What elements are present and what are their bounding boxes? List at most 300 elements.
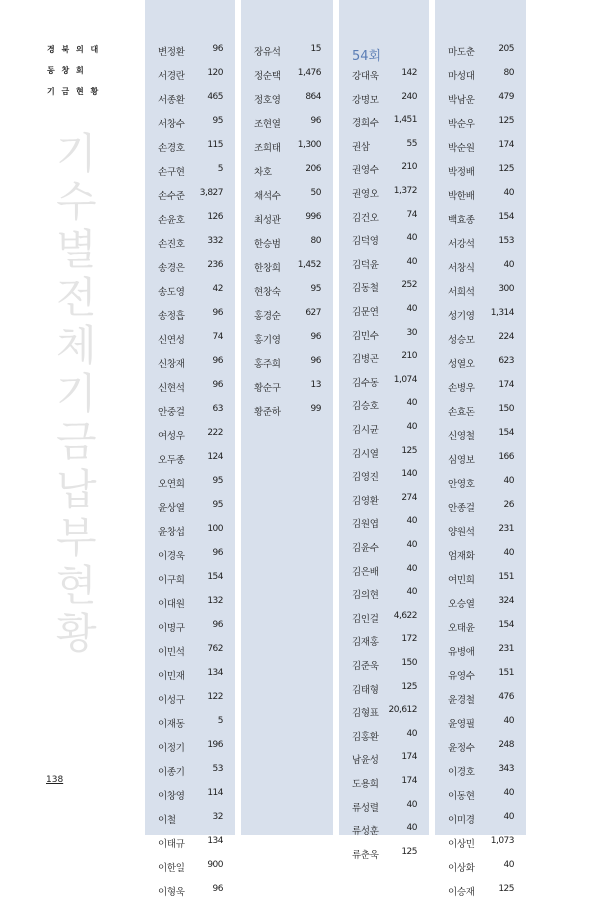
donor-name: 이정기 xyxy=(158,743,185,754)
donor-row xyxy=(145,572,235,596)
donor-row xyxy=(145,428,235,452)
donor-row xyxy=(339,186,429,210)
donor-amount: 40 xyxy=(503,548,514,558)
donor-column-3 xyxy=(339,0,429,861)
donor-row xyxy=(145,716,235,740)
donor-amount: 40 xyxy=(406,422,417,432)
donor-name: 이구희 xyxy=(158,575,185,586)
donor-row xyxy=(435,788,526,812)
donor-name: 이동현 xyxy=(448,791,475,802)
donor-name: 이민재 xyxy=(158,671,185,682)
donor-name: 신영철 xyxy=(448,431,475,442)
donor-amount: 40 xyxy=(406,799,417,810)
donor-row xyxy=(435,116,526,140)
donor-name: 최성관 xyxy=(254,215,281,226)
donor-row xyxy=(339,800,429,824)
donor-name: 오태윤 xyxy=(448,623,475,634)
donor-amount: 142 xyxy=(401,68,417,78)
donor-name: 윤창섭 xyxy=(158,527,185,538)
donor-amount: 153 xyxy=(498,236,514,246)
donor-amount: 4,622 xyxy=(393,610,417,621)
donor-name: 조현열 xyxy=(254,119,281,130)
donor-name: 김윤수 xyxy=(352,543,379,554)
donor-amount: 40 xyxy=(406,233,417,244)
donor-amount: 55 xyxy=(406,138,417,149)
donor-name: 안중걸 xyxy=(158,407,185,418)
donor-amount: 74 xyxy=(212,332,223,342)
donor-name: 이승재 xyxy=(448,887,475,898)
donor-name: 이상화 xyxy=(448,863,475,874)
side-title-line-3: 기 금 현 황 xyxy=(47,87,101,96)
vertical-char: 전 xyxy=(56,273,97,322)
donor-name: 강대욱 xyxy=(352,71,379,82)
donor-row xyxy=(435,812,526,836)
donor-name: 이태규 xyxy=(158,839,185,850)
donor-name: 경희수 xyxy=(352,118,379,130)
donor-name: 김재홍 xyxy=(352,637,379,649)
donor-row xyxy=(435,236,526,260)
donor-name: 김민수 xyxy=(352,330,379,342)
donor-row xyxy=(339,564,429,588)
donor-name: 김원엽 xyxy=(352,519,379,531)
donor-amount: 151 xyxy=(498,572,514,582)
donor-name: 박남운 xyxy=(448,95,475,106)
donor-amount: 274 xyxy=(401,492,417,503)
donor-name: 유영수 xyxy=(448,671,475,682)
donor-name: 정호영 xyxy=(254,95,281,106)
donor-amount: 74 xyxy=(406,209,417,220)
donor-row xyxy=(435,92,526,116)
donor-row xyxy=(145,284,235,308)
donor-amount: 465 xyxy=(207,92,223,102)
donor-row xyxy=(339,587,429,611)
donor-name: 서창수 xyxy=(158,119,185,130)
donor-name: 이경호 xyxy=(448,767,475,778)
donor-amount: 53 xyxy=(212,764,223,774)
donor-row xyxy=(435,644,526,668)
donor-amount: 240 xyxy=(401,91,417,102)
donor-name: 마도춘 xyxy=(448,47,475,58)
donor-row xyxy=(145,476,235,500)
donor-row xyxy=(339,705,429,729)
donor-amount: 96 xyxy=(212,380,223,390)
vertical-char: 체 xyxy=(56,321,97,370)
donor-amount: 80 xyxy=(503,68,514,78)
donor-name: 김홍환 xyxy=(352,731,379,743)
donor-name: 한승범 xyxy=(254,239,281,250)
donor-name: 홍기영 xyxy=(254,335,281,346)
donor-row xyxy=(339,280,429,304)
donor-amount: 154 xyxy=(498,620,514,630)
donor-row xyxy=(241,332,333,356)
donor-row xyxy=(339,516,429,540)
donor-row xyxy=(435,740,526,764)
donor-row xyxy=(339,540,429,564)
donor-name: 백효종 xyxy=(448,215,475,226)
donor-row xyxy=(339,729,429,753)
vertical-char: 부 xyxy=(56,513,97,562)
class-heading: 54회 xyxy=(352,49,382,64)
donor-amount: 900 xyxy=(207,860,223,870)
donor-row xyxy=(435,524,526,548)
donor-name: 서강석 xyxy=(448,239,475,250)
donor-name: 마성대 xyxy=(448,71,475,82)
donor-row xyxy=(241,116,333,140)
donor-name: 조희태 xyxy=(254,143,281,154)
donor-row xyxy=(145,788,235,812)
donor-amount: 1,476 xyxy=(297,68,321,78)
donor-name: 강명모 xyxy=(352,94,379,106)
donor-name: 김태형 xyxy=(352,684,379,696)
donor-amount: 125 xyxy=(401,445,417,456)
vertical-char: 금 xyxy=(56,417,97,466)
donor-row xyxy=(241,212,333,236)
vertical-char: 현 xyxy=(56,561,97,610)
donor-name: 이한일 xyxy=(158,863,185,874)
donor-amount: 236 xyxy=(207,260,223,270)
donor-row xyxy=(145,212,235,236)
donor-amount: 20,612 xyxy=(388,705,417,716)
donor-name: 김병곤 xyxy=(352,354,379,366)
donor-name: 김승호 xyxy=(352,401,379,413)
donor-amount: 125 xyxy=(401,681,417,692)
donor-row xyxy=(241,44,333,68)
donor-name: 류성렬 xyxy=(352,802,379,814)
vertical-char: 별 xyxy=(56,225,97,274)
page-number: 138 xyxy=(46,775,64,785)
donor-name: 류성훈 xyxy=(352,826,379,838)
donor-amount: 1,452 xyxy=(297,260,321,270)
donor-row xyxy=(145,644,235,668)
donor-amount: 248 xyxy=(498,740,514,750)
donor-name: 한창희 xyxy=(254,263,281,274)
donor-row xyxy=(435,884,526,908)
donor-name: 권영오 xyxy=(352,189,379,200)
donor-name: 변정환 xyxy=(158,47,185,58)
donor-amount: 166 xyxy=(498,452,514,462)
donor-amount: 96 xyxy=(212,308,223,318)
donor-row xyxy=(435,356,526,380)
donor-name: 김동철 xyxy=(352,283,379,295)
donor-amount: 762 xyxy=(207,644,223,654)
donor-amount: 80 xyxy=(310,236,321,246)
donor-name: 현창숙 xyxy=(254,287,281,298)
donor-row xyxy=(241,188,333,212)
donor-name: 김형표 xyxy=(352,708,379,720)
donor-name: 심영보 xyxy=(448,455,475,466)
donor-amount: 300 xyxy=(498,284,514,294)
donor-amount: 99 xyxy=(310,404,321,414)
donor-row xyxy=(241,92,333,116)
donor-row xyxy=(145,92,235,116)
donor-amount: 63 xyxy=(212,404,223,414)
donor-row xyxy=(435,188,526,212)
donor-name: 이상민 xyxy=(448,839,475,850)
donor-row xyxy=(145,692,235,716)
side-title-line-1: 경 북 의 대 xyxy=(47,45,101,54)
donor-row xyxy=(145,500,235,524)
donor-row xyxy=(339,446,429,470)
donor-row xyxy=(435,428,526,452)
donor-amount: 196 xyxy=(207,740,223,750)
donor-name: 김준욱 xyxy=(352,661,379,672)
donor-amount: 95 xyxy=(310,284,321,294)
donor-name: 손구현 xyxy=(158,167,185,178)
donor-row xyxy=(339,398,429,422)
donor-row xyxy=(435,44,526,68)
donor-row xyxy=(435,476,526,500)
donor-amount: 96 xyxy=(310,332,321,342)
donor-row xyxy=(145,260,235,284)
donor-amount: 40 xyxy=(503,716,514,726)
donor-amount: 1,372 xyxy=(393,186,417,196)
donor-name: 김의현 xyxy=(352,590,379,602)
donor-name: 손진호 xyxy=(158,239,185,250)
donor-name: 서창식 xyxy=(448,263,475,274)
donor-amount: 5 xyxy=(217,164,223,174)
donor-name: 김영환 xyxy=(352,495,379,507)
donor-name: 도용희 xyxy=(352,779,379,790)
donor-row xyxy=(435,284,526,308)
donor-name: 성열오 xyxy=(448,359,475,370)
donor-name: 양원석 xyxy=(448,527,475,538)
donor-row xyxy=(339,469,429,493)
donor-amount: 95 xyxy=(212,116,223,126)
donor-amount: 864 xyxy=(305,92,321,102)
donor-row xyxy=(339,776,429,800)
donor-name: 남윤성 xyxy=(352,755,379,767)
donor-amount: 42 xyxy=(212,284,223,294)
donor-row xyxy=(145,308,235,332)
donor-amount: 115 xyxy=(207,140,223,150)
donor-row xyxy=(241,404,333,428)
donor-row xyxy=(145,860,235,884)
donor-amount: 124 xyxy=(207,452,223,462)
donor-row xyxy=(435,308,526,332)
donor-amount: 134 xyxy=(207,836,223,846)
donor-amount: 134 xyxy=(207,668,223,678)
donor-name: 서종환 xyxy=(158,95,185,106)
donor-amount: 96 xyxy=(212,620,223,630)
donor-column-1 xyxy=(145,0,235,898)
donor-amount: 150 xyxy=(498,404,514,414)
donor-name: 유병애 xyxy=(448,647,475,658)
donor-amount: 231 xyxy=(498,524,514,534)
donor-amount: 5 xyxy=(217,716,223,726)
donor-row xyxy=(241,260,333,284)
donor-amount: 13 xyxy=(310,380,321,390)
donor-amount: 40 xyxy=(406,304,417,314)
donor-row xyxy=(339,257,429,281)
donor-row xyxy=(145,404,235,428)
donor-amount: 40 xyxy=(503,260,514,270)
donor-row xyxy=(145,668,235,692)
donor-name: 이창영 xyxy=(158,791,185,802)
donor-row xyxy=(145,68,235,92)
donor-name: 손병우 xyxy=(448,383,475,394)
donor-amount: 95 xyxy=(212,500,223,510)
donor-amount: 205 xyxy=(498,44,514,54)
donor-name: 안종걸 xyxy=(448,503,475,514)
donor-row xyxy=(145,356,235,380)
vertical-char: 납 xyxy=(56,465,97,514)
donor-name: 김인걸 xyxy=(352,613,379,625)
donor-amount: 40 xyxy=(406,256,417,267)
donor-name: 손경호 xyxy=(158,143,185,154)
donor-name: 황순구 xyxy=(254,383,281,394)
donor-amount: 174 xyxy=(401,752,417,763)
donor-amount: 210 xyxy=(401,351,417,362)
donor-name: 김시균 xyxy=(352,425,379,436)
donor-name: 김시열 xyxy=(352,448,379,460)
donor-amount: 140 xyxy=(401,469,417,480)
donor-name: 윤정수 xyxy=(448,743,475,754)
donor-row xyxy=(339,611,429,635)
donor-name: 김영진 xyxy=(352,472,379,484)
donor-name: 신창재 xyxy=(158,359,185,370)
donor-amount: 1,073 xyxy=(490,836,514,846)
donor-row xyxy=(145,836,235,860)
donor-row xyxy=(339,847,429,871)
donor-row xyxy=(145,764,235,788)
donor-row xyxy=(339,634,429,658)
donor-name: 이성구 xyxy=(158,695,185,706)
donor-name: 이명구 xyxy=(158,623,185,634)
donor-row xyxy=(241,140,333,164)
donor-name: 김문연 xyxy=(352,307,379,318)
donor-amount: 96 xyxy=(212,356,223,366)
donor-name: 박한배 xyxy=(448,191,475,202)
vertical-char: 황 xyxy=(56,609,97,658)
donor-amount: 125 xyxy=(498,884,514,894)
donor-amount: 125 xyxy=(498,164,514,174)
donor-row xyxy=(339,92,429,116)
donor-row xyxy=(339,139,429,163)
donor-name: 이철 xyxy=(158,815,176,826)
donor-amount: 100 xyxy=(207,524,223,534)
donor-amount: 40 xyxy=(406,823,417,834)
donor-row xyxy=(241,164,333,188)
donor-amount: 132 xyxy=(207,596,223,606)
donor-row xyxy=(435,452,526,476)
donor-row xyxy=(435,572,526,596)
donor-amount: 40 xyxy=(503,188,514,198)
donor-row xyxy=(145,740,235,764)
donor-amount: 40 xyxy=(406,398,417,409)
donor-amount: 623 xyxy=(498,356,514,366)
vertical-char: 수 xyxy=(56,177,97,226)
donor-amount: 122 xyxy=(207,692,223,702)
donor-name: 박순원 xyxy=(448,143,475,154)
donor-name: 손효돈 xyxy=(448,407,475,418)
donor-amount: 50 xyxy=(310,188,321,198)
donor-amount: 15 xyxy=(310,44,321,54)
donor-amount: 627 xyxy=(305,308,321,318)
donor-name: 차호 xyxy=(254,167,272,178)
donor-amount: 332 xyxy=(207,236,223,246)
donor-name: 오연희 xyxy=(158,479,185,490)
donor-row xyxy=(145,596,235,620)
donor-name: 안영호 xyxy=(448,479,475,490)
donor-row xyxy=(435,68,526,92)
donor-column-2 xyxy=(241,0,333,835)
donor-row xyxy=(435,404,526,428)
donor-row xyxy=(241,308,333,332)
donor-row xyxy=(435,548,526,572)
donor-row xyxy=(145,812,235,836)
donor-row xyxy=(145,380,235,404)
donor-row xyxy=(339,115,429,139)
donor-row xyxy=(435,596,526,620)
donor-amount: 151 xyxy=(498,668,514,678)
donor-amount: 125 xyxy=(498,116,514,126)
donor-amount: 154 xyxy=(498,212,514,222)
donor-amount: 40 xyxy=(406,516,417,527)
donor-row xyxy=(339,752,429,776)
donor-name: 김건오 xyxy=(352,212,379,224)
donor-amount: 154 xyxy=(498,428,514,438)
donor-amount: 40 xyxy=(406,563,417,574)
donor-name: 성기영 xyxy=(448,311,475,322)
donor-column-4 xyxy=(435,0,526,898)
donor-row xyxy=(145,44,235,68)
donor-amount: 174 xyxy=(498,380,514,390)
donor-name: 정순택 xyxy=(254,71,281,82)
donor-name: 윤영필 xyxy=(448,719,475,730)
donor-amount: 150 xyxy=(401,658,417,668)
donor-name: 손윤호 xyxy=(158,215,185,226)
donor-name: 성승모 xyxy=(448,335,475,346)
donor-amount: 1,074 xyxy=(393,374,417,385)
donor-name: 윤경철 xyxy=(448,695,475,706)
vertical-watermark-title xyxy=(56,130,96,658)
donor-row xyxy=(339,210,429,234)
donor-amount: 1,314 xyxy=(490,308,514,318)
donor-row xyxy=(435,764,526,788)
donor-amount: 96 xyxy=(212,548,223,558)
donor-amount: 120 xyxy=(207,68,223,78)
donor-name: 이대원 xyxy=(158,599,185,610)
donor-amount: 174 xyxy=(401,776,417,786)
donor-amount: 40 xyxy=(406,540,417,550)
donor-name: 이미경 xyxy=(448,815,475,826)
donor-amount: 172 xyxy=(401,634,417,645)
donor-row xyxy=(145,140,235,164)
donor-name: 김은배 xyxy=(352,566,379,578)
vertical-char: 기 xyxy=(56,369,97,418)
donor-name: 오두종 xyxy=(158,455,185,466)
donor-row xyxy=(339,162,429,186)
donor-row xyxy=(241,284,333,308)
donor-name: 채석수 xyxy=(254,191,281,202)
donor-name: 홍주희 xyxy=(254,359,281,370)
donor-row xyxy=(145,164,235,188)
donor-row xyxy=(435,212,526,236)
donor-name: 장유석 xyxy=(254,47,281,58)
donor-amount: 95 xyxy=(212,476,223,486)
donor-amount: 479 xyxy=(498,92,514,102)
donor-row xyxy=(435,668,526,692)
donor-amount: 1,300 xyxy=(297,140,321,150)
donor-name: 김덕영 xyxy=(352,236,379,248)
donor-name: 박순우 xyxy=(448,119,475,130)
donor-name: 이재동 xyxy=(158,719,185,730)
donor-amount: 114 xyxy=(207,788,223,798)
donor-row xyxy=(339,351,429,375)
donor-amount: 40 xyxy=(406,728,417,739)
donor-name: 여성우 xyxy=(158,431,185,442)
donor-name: 이형욱 xyxy=(158,887,185,898)
